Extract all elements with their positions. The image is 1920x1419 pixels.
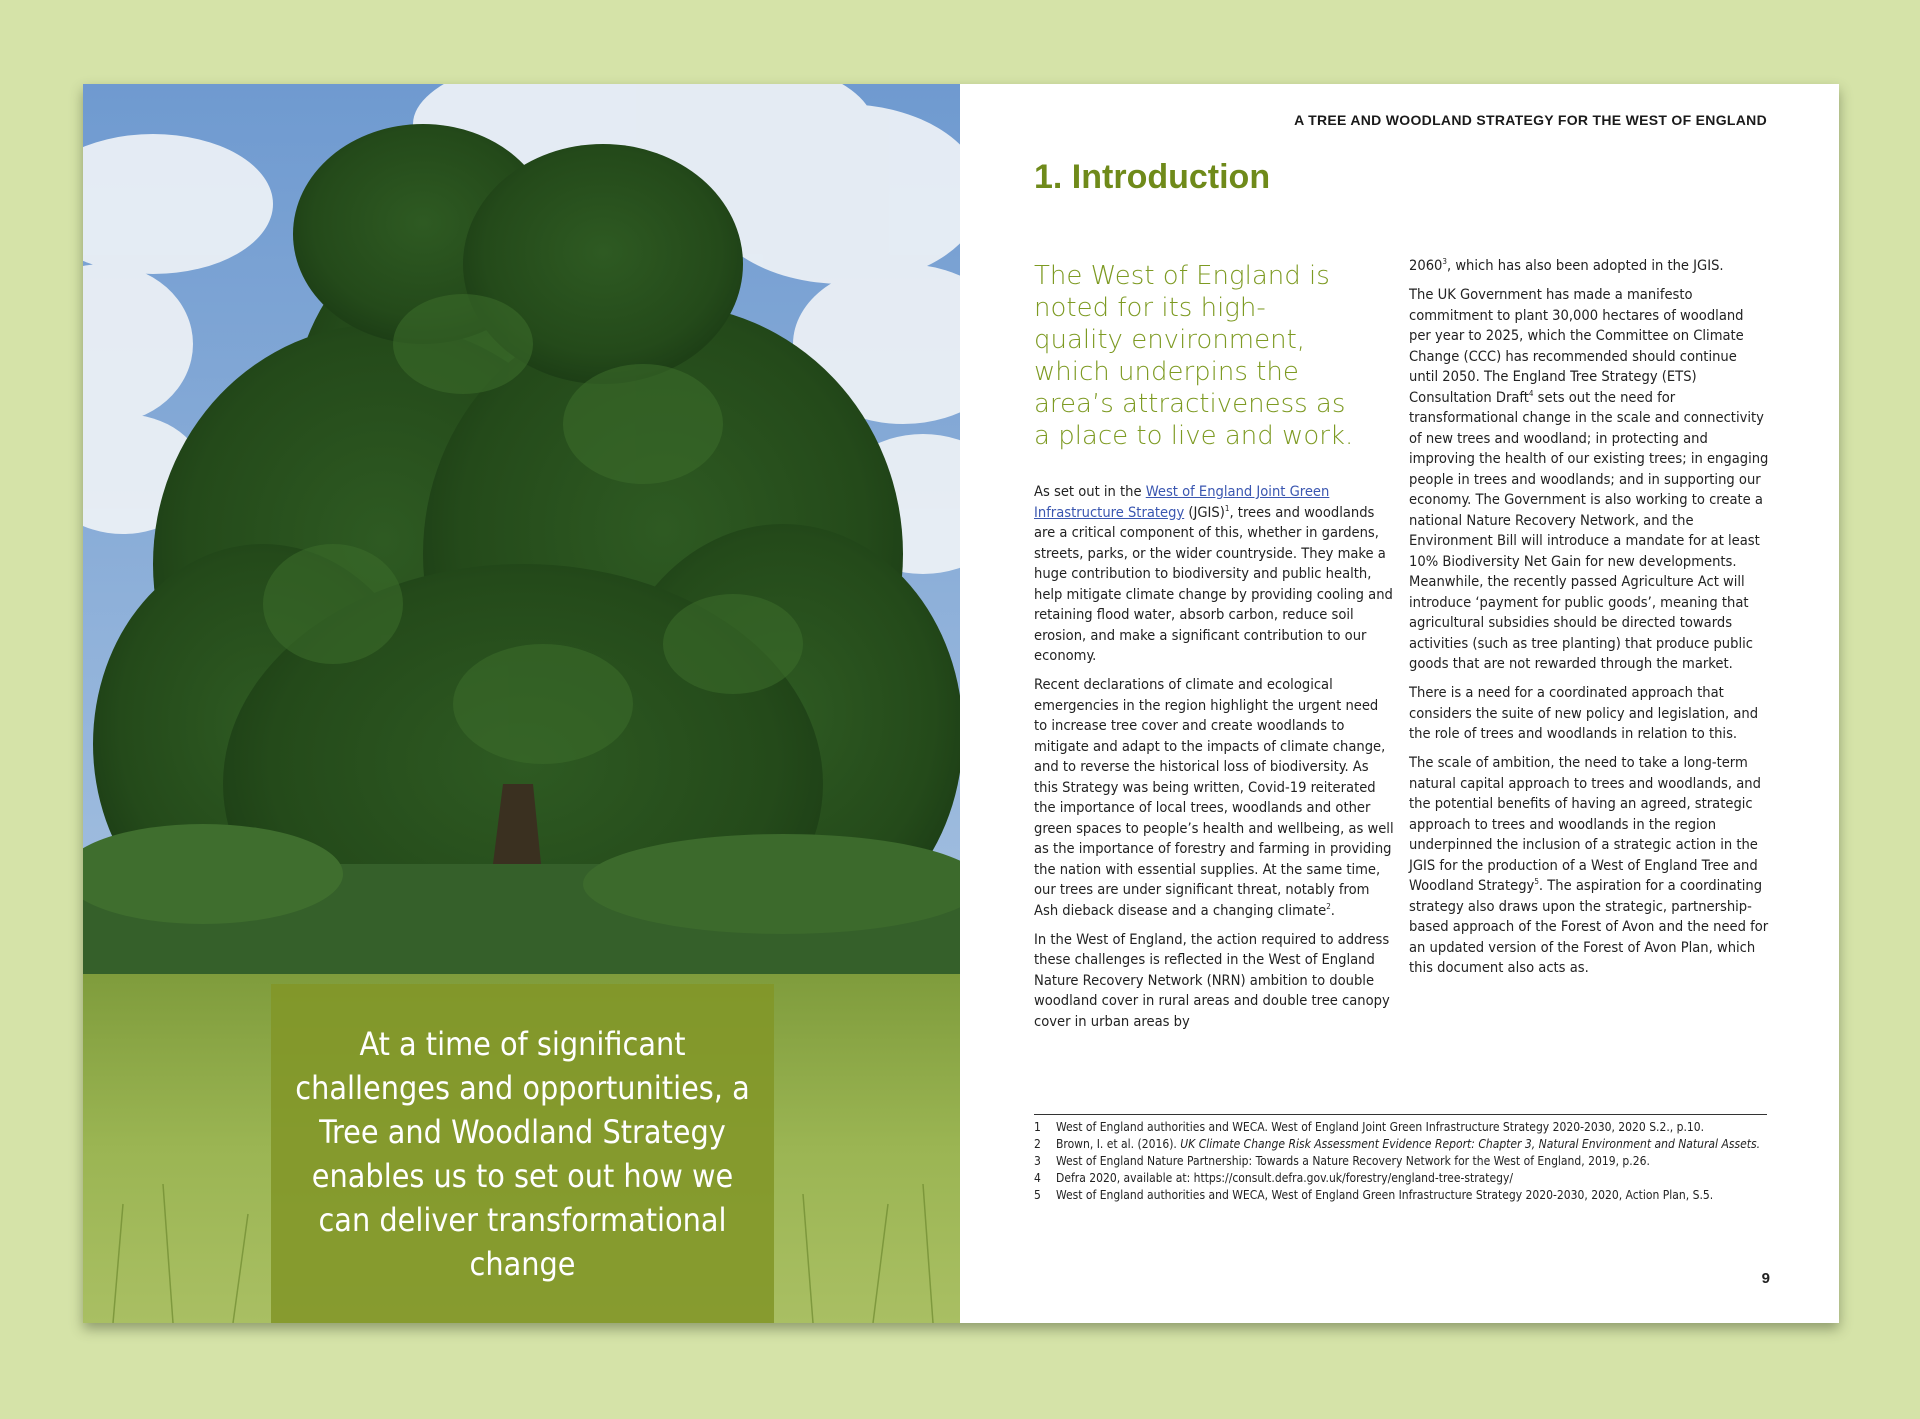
footnote-number: 5 (1034, 1188, 1041, 1202)
footnote-number: 4 (1034, 1171, 1041, 1185)
page-title: 1. Introduction (1034, 158, 1271, 196)
pull-quote-box (271, 984, 774, 1323)
text-span: As set out in the (1034, 483, 1146, 500)
text-span: The scale of ambition, the need to take a long-term natural capital approach to trees and woodlands, and the potential benefits of having an agreed, strategic approach to trees and woodlands in the region underpinned the inclusion of a strategic action in the JGIS for the production of a West of England Tree and Woodland Strategy (1409, 754, 1761, 894)
footnote-text: West of England authorities and WECA, West of England Green Infrastructure Strategy 2020-2030, 2020, Action Plan, S.5. (1056, 1188, 1714, 1202)
body-paragraph (1034, 482, 1394, 667)
footnote-ref[interactable]: 2 (1326, 901, 1331, 911)
lead-paragraph: The West of England is noted for its high-quality environment, which underpins the area’s attractiveness as a place to live and work. (1034, 261, 1354, 451)
footnote-divider (1034, 1114, 1767, 1115)
footnote-ref[interactable]: 5 (1534, 877, 1539, 887)
text-span: 2060 (1409, 257, 1443, 274)
left-text-column (1034, 260, 1394, 1041)
body-paragraph (1409, 753, 1769, 979)
footnote-text: West of England Nature Partnership: Towards a Nature Recovery Network for the West of England, 2019, p.26. (1056, 1154, 1650, 1168)
footnote-text: Defra 2020, available at: https://consult.defra.gov.uk/forestry/england-tree-strategy/ (1056, 1171, 1514, 1185)
brochure-spread (83, 84, 1839, 1323)
footnote-number: 1 (1034, 1120, 1041, 1134)
text-span: Brown, I. et al. (2016). (1056, 1137, 1181, 1151)
footnote-text: West of England authorities and WECA. West of England Joint Green Infrastructure Strategy 2020-2030, 2020 S.2., p.10. (1056, 1120, 1705, 1134)
photo-page (83, 84, 960, 1323)
pull-quote-text: At a time of significant challenges and opportunities, a Tree and Woodland Strategy enables us to set out how we can deliver transformational change (295, 1024, 750, 1283)
page-number: 9 (1761, 1270, 1770, 1287)
jgis-link[interactable]: West of England Joint Green Infrastructure Strategy (1034, 483, 1330, 521)
text-span: (JGIS) (1184, 503, 1225, 521)
body-paragraph (1409, 285, 1769, 675)
body-paragraph (1034, 675, 1394, 921)
text-span: The UK Government has made a manifesto commitment to plant 30,000 hectares of woodland per year to 2025, which the Committee on Climate Change (CCC) has recommended should continue until 2050. The England Tree Strategy (ETS) Consultation Draft (1409, 286, 1744, 406)
footnote-item (1034, 1171, 1774, 1186)
footnotes-list (1034, 1120, 1774, 1205)
text-page (960, 84, 1839, 1323)
body-paragraph (1409, 256, 1769, 277)
body-paragraph: There is a need for a coordinated approach that considers the suite of new policy and legislation, and the role of trees and woodlands in relation to this. (1409, 684, 1759, 742)
footnote-text (1056, 1137, 1774, 1152)
footnote-ref[interactable]: 4 (1528, 388, 1534, 398)
text-span: sets out the need for transformational change in the scale and connectivity of new trees and woodland; in protecting and improving the health of our existing trees; in engaging people in trees and woodlands; and in supporting our economy. The Government is also working to create a national Nature Recovery Network, and the Environment Bill will introduce a mandate for at least 10% Biodiversity Net Gain for new developments. Meanwhile, the recently passed Agriculture Act will introduce ‘payment for public goods’, meaning that agricultural subsidies should be directed towards activities (such as tree planting) that produce public goods that are not rewarded through the market. (1409, 388, 1769, 672)
italic-title: UK Climate Change Risk Assessment Evidence Report: Chapter 3, Natural Environment and Natural Assets. (1180, 1137, 1761, 1151)
text-span: , which has also been adopted in the JGIS. (1446, 257, 1724, 274)
text-span: . (1330, 901, 1335, 919)
footnote-item (1034, 1137, 1774, 1152)
text-span: . The aspiration for a coordinating strategy also draws upon the strategic, partnership-based approach of the Forest of Avon and the need for an updated version of the Forest of Avon Plan, which this document also acts as. (1409, 877, 1769, 976)
footnote-item (1034, 1188, 1774, 1203)
body-paragraph: In the West of England, the action required to address these challenges is reflected in the West of England Nature Recovery Network (NRN) ambition to double woodland cover in rural areas and double tree canopy cover in urban areas by (1034, 930, 1390, 1030)
text-span: Recent declarations of climate and ecological emergencies in the region highlight the urgent need to increase tree cover and create woodlands to mitigate and adapt to the impacts of climate change, and to reverse the historical loss of biodiversity. As this Strategy was being written, Covid-19 reiterated the importance of local trees, woodlands and other green spaces to people’s health and wellbeing, as well as the importance of forestry and farming in providing the nation with essential supplies. At the same time, our trees are under significant threat, notably from Ash dieback disease and a changing climate (1034, 676, 1394, 919)
footnote-ref[interactable]: 1 (1224, 503, 1230, 513)
footnote-number: 2 (1034, 1137, 1041, 1151)
right-text-column (1409, 256, 1769, 987)
footnote-item (1034, 1154, 1774, 1169)
footnote-number: 3 (1034, 1154, 1041, 1168)
text-span: , trees and woodlands are a critical component of this, whether in gardens, streets, parks, or the wider countryside. They make a huge contribution to biodiversity and public health, help mitigate climate change by providing cooling and retaining flood water, absorb carbon, reduce soil erosion, and make a significant contribution to our economy. (1034, 503, 1393, 664)
footnote-ref[interactable]: 3 (1442, 257, 1447, 267)
running-head: A TREE AND WOODLAND STRATEGY FOR THE WEST OF ENGLAND (1294, 112, 1767, 128)
footnote-item (1034, 1120, 1774, 1135)
